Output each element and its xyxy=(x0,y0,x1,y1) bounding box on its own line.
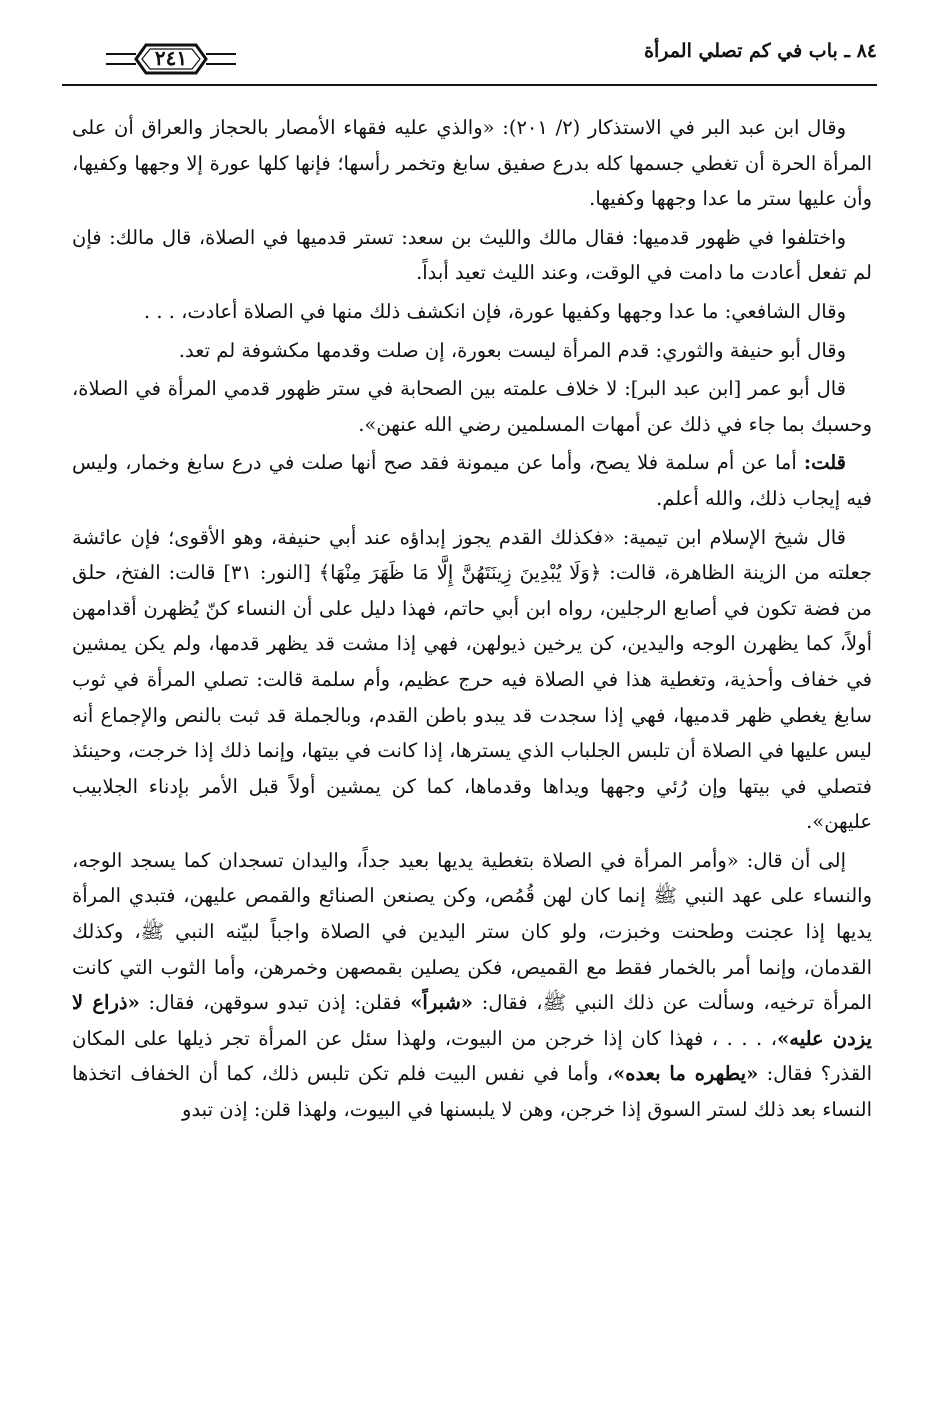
page-number: ٢٤١ xyxy=(154,46,188,70)
paragraph-8-part-2: فقلن: إذن تبدو سوقهن، فقال: xyxy=(148,991,402,1015)
paragraph-2: واختلفوا في ظهور قدميها: فقال مالك والليث بن سعد: تستر قدميها في الصلاة، قال مالك: فإن لم تفعل أعادت ما دامت في الوقت، وعند الليث تعيد أبداً. xyxy=(72,225,872,285)
paragraph-3: وقال الشافعي: ما عدا وجهها وكفيها عورة، فإن انكشف ذلك منها في الصلاة أعادت، . . . xyxy=(143,299,846,323)
page-body xyxy=(72,110,872,1131)
yutahhiruhu-phrase: «يطهره ما بعده» xyxy=(613,1062,759,1086)
shibran-phrase: «شبراً» xyxy=(410,991,473,1015)
page-header xyxy=(62,34,877,82)
running-title: ٨٤ ـ باب في كم تصلي المرأة xyxy=(644,40,877,62)
paragraph-6 xyxy=(72,445,872,516)
paragraph-8 xyxy=(72,843,872,1128)
paragraph-7: قال شيخ الإسلام ابن تيمية: «فكذلك القدم يجوز إبداؤه عند أبي حنيفة، وهو الأقوى؛ فإن عائشة جعلته من الزينة الظاهرة، قالت: ﴿وَلَا يُبْدِينَ زِينَتَهُنَّ إِلَّا مَا ظَهَرَ مِنْهَا﴾ [النور: ٣١] قالت: الفتخ، حلق من فضة تكون في أصابع الرجلين، رواه ابن أبي حاتم، فهذا دليل على أن النساء كنّ يُظهرن أقدامهن أولاً، كما يظهرن الوجه واليدين، كن يرخين ذيولهن، فهي إذا مشت قد يظهر قدمها، ولم يكن يمشين في خفاف وأحذية، وتغطية هذا في الصلاة فيه حرج عظيم، وأم سلمة قالت: تصلي المرأة في ثوب سابغ يغطي ظهر قدميها، فهي إذا سجدت قد يبدو باطن القدم، وبالجملة قد ثبت بالنص والإجماع أنه ليس عليها في الصلاة أن تلبس الجلباب الذي يسترها، إذا كانت في بيتها، وإنما ذلك إذا خرجت، وحينئذ فتصلي في بيتها وإن رُئي وجهها ويداها وقدماها، كما كن يمشين أولاً قبل الأمر بإدناء الجلابيب عليهن». xyxy=(72,525,873,834)
paragraph-5: قال أبو عمر [ابن عبد البر]: لا خلاف علمته بين الصحابة في ستر ظهور قدمي المرأة في الصلاة، وحسبك بما جاء في ذلك عن أمهات المسلمين رضي الله عنهن». xyxy=(72,377,872,436)
paragraph-6-text: أما عن أم سلمة فلا يصح، وأما عن ميمونة فقد صح أنها صلت في درع سابغ وخمار، وليس فيه إيجاب ذلك، والله أعلم. xyxy=(72,451,872,510)
qultu-label: قلت: xyxy=(803,451,846,475)
paragraph-4: وقال أبو حنيفة والثوري: قدم المرأة ليست بعورة، إن صلت وقدمها مكشوفة لم تعد. xyxy=(178,338,846,362)
page-number-ornament xyxy=(106,42,236,76)
paragraph-8-part-4: ، وأما في نفس البيت فلم تكن تلبس ذلك، كما أن الخفاف اتخذها النساء بعد ذلك لستر السوق إذا خرجن، وهن لا يلبسنها في البيوت، ولهذا قلن: إذن تبدو xyxy=(72,1062,872,1122)
dhira-phrase: «ذراع لا يزدن عليه» xyxy=(72,991,872,1050)
paragraph-8-part-3: ، . . . ، فهذا كان إذا خرجن من البيوت، ولهذا سئل عن المرأة تجر ذيلها على المكان القذر؟ فقال: xyxy=(72,1026,872,1086)
paragraph-8-part-1: إلى أن قال: «وأمر المرأة في الصلاة بتغطية يديها بعيد جداً، واليدان تسجدان كما يسجد الوجه، والنساء على عهد النبي ﷺ إنما كان لهن قُمُص، وكن يصنعن الصنائع والقمص عليهن، فتبدي المرأة يديها إذا عجنت وطحنت وخبزت، ولو كان ستر اليدين في الصلاة واجباً لبيّنه النبي ﷺ، وكذلك القدمان، وإنما أمر بالخمار فقط مع القميص، فكن يصلين بقمصهن وخمرهن، وأما الثوب التي كانت المرأة ترخيه، وسألت عن ذلك النبي ﷺ، فقال: xyxy=(72,848,873,1015)
paragraph-1: وقال ابن عبد البر في الاستذكار (٢/ ٢٠١): «والذي عليه فقهاء الأمصار بالحجاز والعراق أن على المرأة الحرة أن تغطي جسمها كله بدرع صفيق سابغ وتخمر رأسها؛ فإنها كلها عورة إلا وجهها وكفيها، وأن عليها ستر ما عدا وجهها وكفيها. xyxy=(72,116,872,211)
header-rule xyxy=(62,84,877,86)
